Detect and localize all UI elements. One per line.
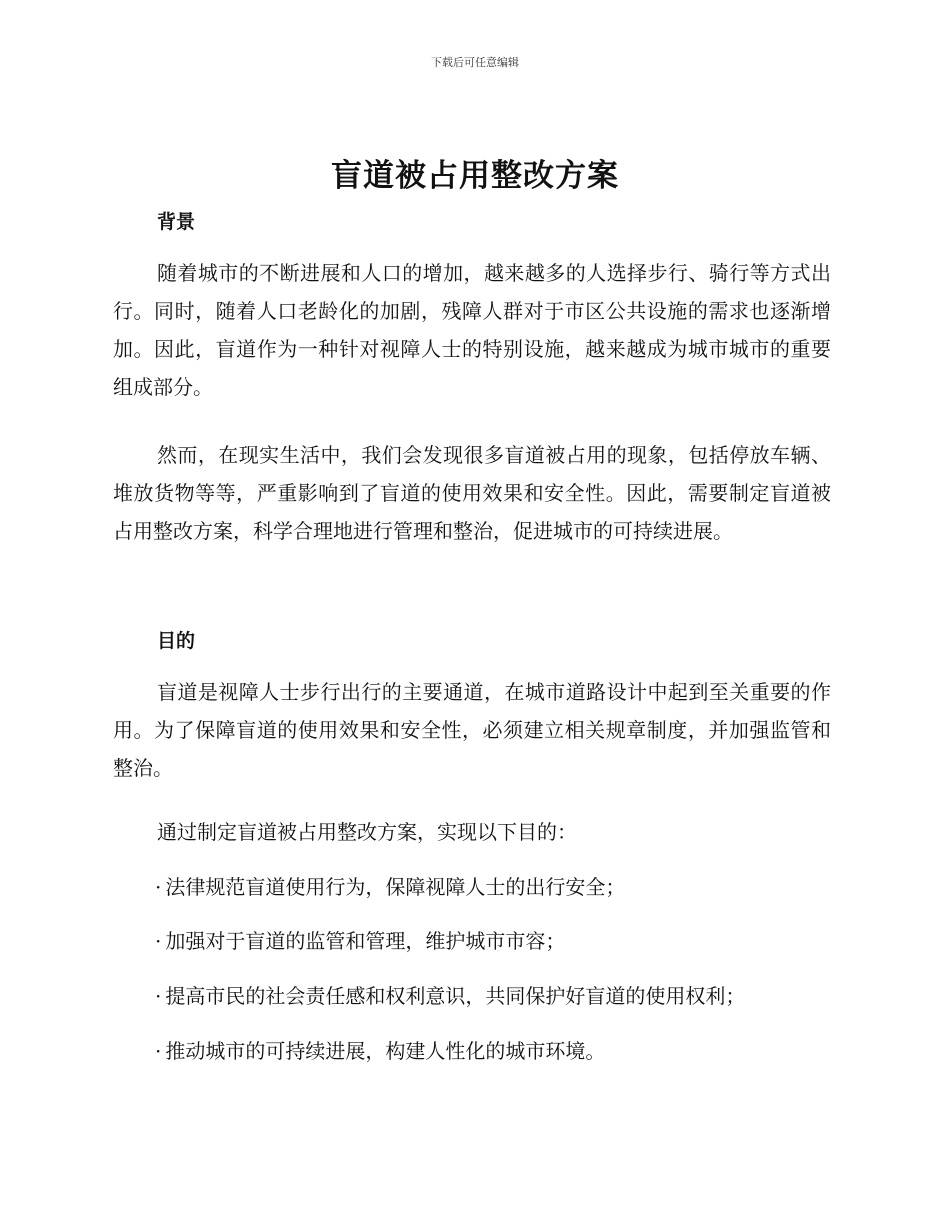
header-note: 下载后可任意编辑 [431, 56, 519, 69]
list-item-text: 法律规范盲道使用行为，保障视障人士的出行安全； [165, 875, 626, 899]
list-item [155, 977, 745, 1015]
section-heading-purpose: 目的 [157, 630, 196, 652]
bullet-marker: · [155, 929, 162, 953]
list-item-text: 提高市民的社会责任感和权利意识，共同保护好盲道的使用权利； [165, 984, 746, 1008]
bullet-marker: · [155, 984, 162, 1008]
section-heading-background: 背景 [157, 211, 196, 233]
bullet-marker: · [155, 1039, 162, 1063]
list-item-text: 加强对于盲道的监管和管理，维护城市市容； [165, 929, 566, 953]
bullet-marker: · [155, 875, 162, 899]
list-item-text: 推动城市的可持续进展，构建人性化的城市环境。 [165, 1039, 606, 1063]
list-item [155, 868, 625, 906]
purpose-paragraph-2: 通过制定盲道被占用整改方案，实现以下目的： [157, 820, 577, 844]
background-paragraph-2: 然而，在现实生活中，我们会发现很多盲道被占用的现象，包括停放车辆、堆放货物等等，严重影响到了盲道的使用效果和安全性。因此，需要制定盲道被占用整改方案，科学合理地进行管理和整治，促进城市的可持续进展。 [113, 443, 831, 543]
list-item [155, 1032, 605, 1070]
document-title: 盲道被占用整改方案 [331, 158, 619, 194]
purpose-paragraph-1: 盲道是视障人士步行出行的主要通道，在城市道路设计中起到至关重要的作用。为了保障盲道的使用效果和安全性，必须建立相关规章制度，并加强监管和整治。 [113, 680, 831, 780]
background-paragraph-1: 随着城市的不断进展和人口的增加，越来越多的人选择步行、骑行等方式出行。同时，随着人口老龄化的加剧，残障人群对于市区公共设施的需求也逐渐增加。因此，盲道作为一种针对视障人士的特别设施，越来越成为城市城市的重要组成部分。 [113, 261, 831, 399]
list-item [155, 922, 565, 960]
